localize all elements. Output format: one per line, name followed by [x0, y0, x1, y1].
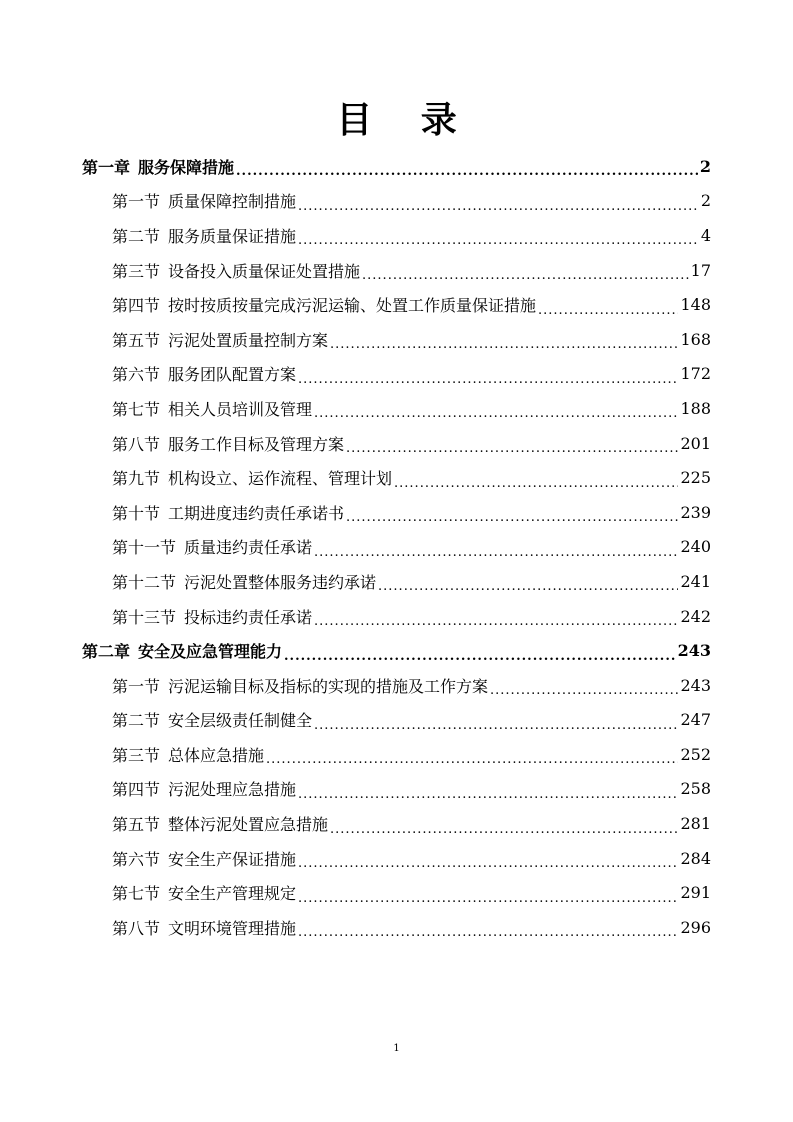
table-of-contents [82, 149, 711, 945]
entry-label: 质量违约责任承诺 [184, 538, 313, 558]
entry-title [112, 328, 328, 351]
entry-title [112, 674, 488, 697]
entry-label: 整体污泥处置应急措施 [168, 815, 329, 835]
toc-section-entry[interactable] [82, 772, 711, 807]
toc-section-entry[interactable] [82, 910, 711, 945]
toc-section-entry[interactable] [82, 875, 711, 910]
entry-label: 总体应急措施 [168, 745, 265, 765]
entry-label: 机构设立、运作流程、管理计划 [168, 469, 393, 489]
entry-page-number: 148 [680, 295, 711, 315]
entry-number: 第十节 [112, 503, 161, 523]
entry-label: 文明环境管理措施 [168, 918, 297, 938]
entry-page-number: 4 [700, 225, 711, 245]
entry-page-number: 243 [680, 675, 711, 695]
entry-title [112, 708, 312, 731]
dot-leader [298, 921, 678, 937]
entry-title [112, 570, 376, 593]
dot-leader [298, 783, 678, 799]
dot-leader [284, 645, 676, 661]
entry-label: 投标违约责任承诺 [184, 607, 313, 627]
toc-section-entry[interactable] [82, 530, 711, 565]
entry-title [112, 847, 296, 870]
entry-number: 第一章 [82, 157, 131, 177]
dot-leader [330, 818, 678, 834]
entry-page-number: 252 [680, 744, 711, 764]
entry-title [112, 432, 344, 455]
entry-label: 安全及应急管理能力 [138, 642, 283, 662]
entry-label: 安全生产管理规定 [168, 884, 297, 904]
entry-page-number: 2 [700, 191, 711, 211]
entry-page-number: 172 [680, 364, 711, 384]
entry-number: 第十一节 [112, 538, 177, 558]
entry-title [112, 293, 536, 316]
entry-label: 按时按质按量完成污泥运输、处置工作质量保证措施 [168, 296, 537, 316]
entry-page-number: 242 [680, 606, 711, 626]
dot-leader [346, 437, 678, 453]
toc-section-entry[interactable] [82, 737, 711, 772]
toc-section-entry[interactable] [82, 322, 711, 357]
dot-leader [266, 748, 678, 764]
dot-leader [314, 541, 678, 557]
dot-leader [236, 160, 698, 176]
entry-page-number: 247 [680, 710, 711, 730]
entry-page-number: 168 [680, 329, 711, 349]
entry-number: 第五节 [112, 330, 161, 350]
entry-title [112, 743, 264, 766]
toc-section-entry[interactable] [82, 841, 711, 876]
entry-label: 安全生产保证措施 [168, 849, 297, 869]
entry-label: 相关人员培训及管理 [168, 399, 313, 419]
entry-title [112, 916, 296, 939]
entry-title [112, 224, 296, 247]
entry-number: 第一节 [112, 676, 161, 696]
entry-label: 污泥处置整体服务违约承诺 [184, 572, 377, 592]
entry-number: 第八节 [112, 918, 161, 938]
dot-leader [314, 714, 678, 730]
entry-page-number: 17 [690, 260, 711, 280]
entry-number: 第四节 [112, 780, 161, 800]
dot-leader [314, 610, 678, 626]
entry-number: 第三节 [112, 261, 161, 281]
entry-number: 第六节 [112, 365, 161, 385]
entry-label: 污泥运输目标及指标的实现的措施及工作方案 [168, 676, 489, 696]
entry-title [112, 466, 392, 489]
entry-number: 第九节 [112, 469, 161, 489]
entry-title [112, 605, 312, 628]
entry-page-number: 201 [680, 433, 711, 453]
entry-label: 服务质量保证措施 [168, 226, 297, 246]
dot-leader [298, 887, 678, 903]
entry-title [112, 397, 312, 420]
toc-title: 目 录 [336, 99, 475, 141]
entry-number: 第十二节 [112, 572, 177, 592]
entry-page-number: 258 [680, 779, 711, 799]
entry-page-number: 2 [699, 156, 711, 176]
entry-number: 第八节 [112, 434, 161, 454]
toc-section-entry[interactable] [82, 287, 711, 322]
toc-section-entry[interactable] [82, 218, 711, 253]
dot-leader [378, 575, 678, 591]
toc-chapter-entry[interactable] [82, 633, 711, 668]
entry-number: 第十三节 [112, 607, 177, 627]
dot-leader [362, 264, 689, 280]
entry-title [112, 259, 360, 282]
entry-label: 服务团队配置方案 [168, 365, 297, 385]
entry-number: 第一节 [112, 192, 161, 212]
entry-label: 设备投入质量保证处置措施 [168, 261, 361, 281]
entry-page-number: 243 [677, 641, 711, 661]
entry-title [112, 189, 296, 212]
page-number: 1 [393, 1043, 400, 1054]
entry-page-number: 225 [680, 468, 711, 488]
entry-page-number: 188 [680, 398, 711, 418]
dot-leader [346, 506, 678, 522]
entry-number: 第七节 [112, 399, 161, 419]
entry-label: 质量保障控制措施 [168, 192, 297, 212]
entry-number: 第四节 [112, 296, 161, 316]
entry-number: 第二节 [112, 226, 161, 246]
dot-leader [490, 679, 678, 695]
toc-section-entry[interactable] [82, 426, 711, 461]
toc-chapter-entry[interactable] [82, 149, 711, 184]
dot-leader [538, 299, 678, 315]
toc-section-entry[interactable] [82, 806, 711, 841]
entry-label: 工期进度违约责任承诺书 [168, 503, 345, 523]
dot-leader [298, 195, 699, 211]
toc-section-entry[interactable] [82, 391, 711, 426]
entry-number: 第五节 [112, 815, 161, 835]
entry-label: 服务工作目标及管理方案 [168, 434, 345, 454]
entry-number: 第二节 [112, 711, 161, 731]
toc-section-entry[interactable] [82, 460, 711, 495]
dot-leader [298, 368, 678, 384]
toc-section-entry[interactable] [82, 668, 711, 703]
entry-number: 第三节 [112, 745, 161, 765]
entry-page-number: 284 [680, 848, 711, 868]
entry-page-number: 241 [680, 571, 711, 591]
entry-label: 污泥处置质量控制方案 [168, 330, 329, 350]
toc-section-entry[interactable] [82, 599, 711, 634]
entry-number: 第二章 [82, 642, 131, 662]
entry-number: 第六节 [112, 849, 161, 869]
entry-page-number: 239 [680, 502, 711, 522]
entry-page-number: 296 [680, 917, 711, 937]
entry-title [112, 362, 296, 385]
entry-page-number: 291 [680, 883, 711, 903]
entry-title [112, 812, 328, 835]
entry-page-number: 240 [680, 537, 711, 557]
entry-title [112, 535, 312, 558]
entry-label: 服务保障措施 [138, 157, 235, 177]
entry-title [82, 155, 234, 178]
toc-section-entry[interactable] [82, 564, 711, 599]
toc-section-entry[interactable] [82, 253, 711, 288]
dot-leader [298, 852, 678, 868]
dot-leader [298, 229, 699, 245]
dot-leader [330, 333, 678, 349]
toc-section-entry[interactable] [82, 495, 711, 530]
entry-title [112, 777, 296, 800]
entry-label: 安全层级责任制健全 [168, 711, 313, 731]
entry-number: 第七节 [112, 884, 161, 904]
toc-section-entry[interactable] [82, 357, 711, 392]
toc-section-entry[interactable] [82, 184, 711, 219]
entry-page-number: 281 [680, 814, 711, 834]
entry-title [112, 501, 344, 524]
dot-leader [394, 472, 678, 488]
entry-title [82, 639, 282, 662]
entry-title [112, 881, 296, 904]
entry-label: 污泥处理应急措施 [168, 780, 297, 800]
toc-section-entry[interactable] [82, 703, 711, 738]
dot-leader [314, 402, 678, 418]
